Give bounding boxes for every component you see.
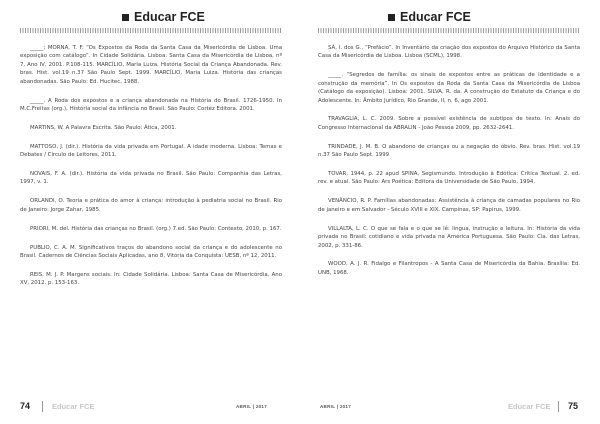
reference-item: PRIORI, M. del. História das crianças no Brasil. (org.) 7.ed. São Paulo: Contexto, 2010, p. 167. xyxy=(30,225,282,232)
footer-brand: Educar FCE xyxy=(508,402,551,411)
reference-item: PUBLIO, C. A. M. Significativos traços do abandono social da criança e do adolescente no Brasil. Cadernos de Ciências Sociais Aplicadas, ano 8, Vitória da Conquista: UESB, nº 12, 2011. xyxy=(20,244,282,259)
page-number: 75 xyxy=(568,401,579,411)
reference-item: _____; MORNA, T. F. “Os Expostos da Roda da Santa Casa da Misericórdia de Lisboa. Uma exposição com catálogo”. In Cidade Solidária. Lisboa: Santa Casa da Misericórdia de Lisboa, nº 7, Ano IV, 2001. P.108-115. MARCÍLIO, Maria Luiza. História Social da Criança Abandonada. Rev. bras. Hist. vol.19 n.37 São Paulo Sept. 1999. MARCÍLIO, Maria Luiza. História das crianças abandonadas. São Paulo: Ed. Hucitec, 1988. xyxy=(20,45,282,85)
page-number: 74 xyxy=(20,401,31,411)
reference-item: SÁ, I. dos G., “Prefácio”. In Inventário da criação dos expostos do Arquivo Histórico da Santa Casa da Misericórdia de Lisboa. Lisboa (SCML), 1998. xyxy=(318,45,580,60)
reference-item: MARTINS, W. A Palavra Escrita. São Paulo: Ática, 2001. xyxy=(30,124,177,131)
reference-item: REIS, M. J. P. Margens sociais. In: Cidade Solidária. Lisboa: Santa Casa de Misericórdia, Ano XV, 2012. p. 153-163. xyxy=(20,271,282,287)
header-title: Educar FCE xyxy=(400,10,471,24)
reference-item: _____. “Segredos de família: os sinais de expostos entre as práticas de identidade e a construção da memória”. In Os expostos da Roda da Santa Casa da Misericórdia de Lisboa (Catálogo da exposição). Lisboa: 2001. SILVA, R. da. A construção do Estatuto da Criança e do Adolescente. In: Âmbito Jurídico, Rio Grande, II, n. 6, ago 2001. xyxy=(318,72,580,104)
right-page xyxy=(300,0,600,424)
footer-divider xyxy=(558,401,559,412)
square-bullet-icon xyxy=(122,14,129,21)
footer-edition: ABRIL | 2017 xyxy=(236,404,268,409)
reference-item: ORLANDI, O. Teoria e prática do amor à criança: introdução à pediatria social no Brasil. Rio de Janeiro: Jorge Zahar, 1985. xyxy=(20,198,282,213)
reference-item: TRAVAGLIA, L. C. 2009. Sobre a possível existência de subtipos de texto. In: Anais do Congresso Internacional da ABRALIN - João Pessoa 2009, pp. 2632-2641. xyxy=(318,116,580,131)
square-bullet-icon xyxy=(388,14,395,21)
reference-item: NOVAIS, F. A. (dir.). História da vida privada no Brasil. São Paulo: Companhia das Letras, 1997, v. 1. xyxy=(20,171,282,186)
reference-item: MATTOSO, J. (dir.). História da vida privada em Portugal. A idade moderna. Lisboa: Temas e Debates / Círculo de Leitores, 2011. xyxy=(20,143,282,159)
reference-list xyxy=(20,44,282,298)
dotted-divider xyxy=(20,28,282,33)
reference-item: WOOD, A. J. R. Fidalgo e Filantropos - A Santa Casa de Misericórdia da Bahia. Brasília: Ed. UNB, 1968. xyxy=(318,261,580,276)
reference-item: VENÂNCIO, R. P. Famílias abandonadas: Assistência à criança de camadas populares no Rio de janeiro e em Salvador - Século XVIII e XIX. Campinas, SP: Papirus, 1999. xyxy=(318,198,580,213)
reference-item: VILLALTA, L. C. O que se fala e o que se lê: língua, instrução e leitura. In: História da vida privada no Brasil: cotidiano e vida privada na América Portuguesa. São Paulo: Cia. das Letras, 2002, p. 331-86. xyxy=(318,225,580,249)
footer-divider xyxy=(42,401,43,412)
page-header xyxy=(388,10,471,24)
reference-list xyxy=(318,44,580,288)
dotted-divider xyxy=(318,28,580,33)
header-title: Educar FCE xyxy=(134,10,205,24)
footer-brand: Educar FCE xyxy=(52,402,95,411)
reference-item: TRINDADE, J. M. B. O abandono de crianças ou a negação do óbvio. Rev. bras. Hist. vol.19 n.37 São Paulo Sept. 1999 xyxy=(318,143,580,159)
footer-edition: ABRIL | 2017 xyxy=(320,404,352,409)
reference-item: _____. A Roda dos expostos e a criança abandonada na História do Brasil. 1726-1950. In M.C.Freitas (org.), História social da infância no Brasil. São Paulo: Cortez Editora. 2001. xyxy=(20,97,282,112)
page-header xyxy=(122,10,205,24)
reference-item: TOVAR, 1944, p. 22 apud SPINA, Segismundo. Introdução à Edótica: Crítica Textual. 2. ed. rev. e atual. São Paulo: Ars Poética: Editora da Universidade de São Paulo, 1994. xyxy=(318,171,580,186)
